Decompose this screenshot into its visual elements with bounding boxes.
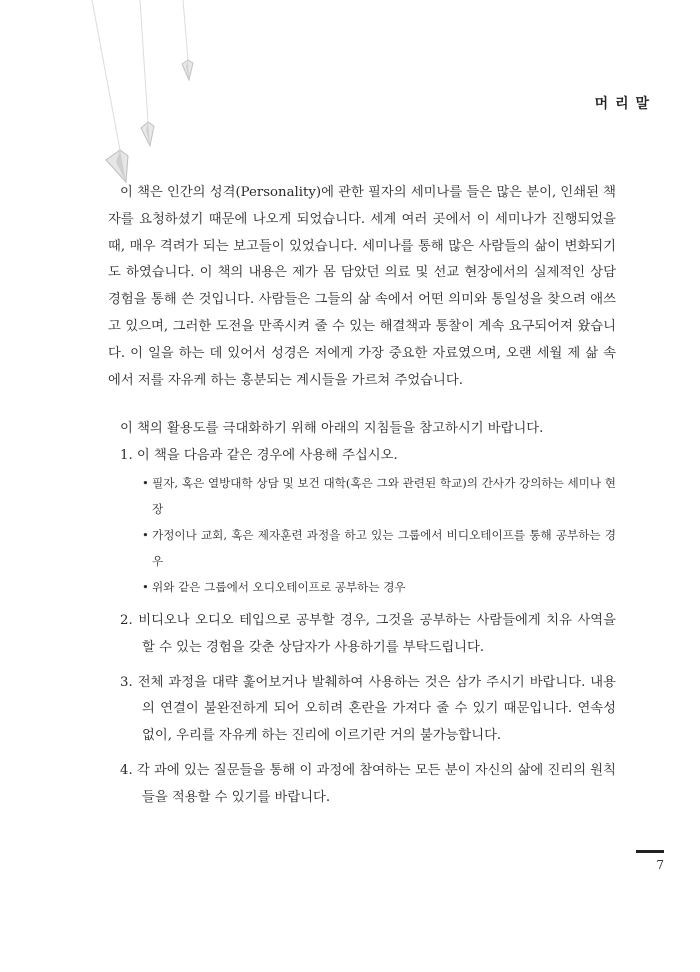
bullet-icon: •	[142, 579, 149, 594]
pendant-icon	[182, 60, 193, 80]
footer-rule	[636, 850, 664, 853]
item-text: 각 과에 있는 질문들을 통해 이 과정에 참여하는 모든 분이 자신의 삶에 진리의 원칙들을 적용할 수 있기를 바랍니다.	[136, 762, 616, 805]
preface-paragraph: 이 책은 인간의 성격(Personality)에 관한 필자의 세미나를 들은 많은 분이, 인쇄된 책자를 요청하셨기 때문에 나오게 되었습니다. 세계 여러 곳에서 이 세미나가 진행되었을 때, 매우 격려가 되는 보고들이 있었습니다. 세미나를 통해 많은 사람들의 삶이 변화되기도 하였습니다. 이 책의 내용은 제가 몸 담았던 의료 및 선교 현장에서의 실제적인 상담 경험을 통해 쓴 것입니다. 사람들은 그들의 삶 속에서 어떤 의미와 통일성을 찾으려 애쓰고 있으며, 그러한 도전을 만족시켜 줄 수 있는 해결책과 통찰이 계속 요구되어져 왔습니다. 이 일을 하는 데 있어서 성경은 저에게 가장 중요한 자료였으며, 오랜 세월 제 삶 속에서 저를 자유케 하는 흥분되는 계시들을 가르쳐 주었습니다.	[108, 185, 617, 388]
item-text: 전체 과정을 대략 훑어보거나 발췌하여 사용하는 것은 삼가 주시기 바랍니다. 내용의 연결이 불완전하게 되어 오히려 혼란을 가져다 줄 수 있기 때문입니다. 연속성 없이, 우리를 자유케 하는 진리에 이르기란 거의 불가능합니다.	[137, 674, 617, 744]
bullet-icon: •	[142, 475, 149, 490]
item-number: 2.	[120, 612, 133, 628]
usage-case-list	[108, 470, 616, 600]
page-number: 7	[656, 858, 664, 872]
item-text: 이 책을 다음과 같은 경우에 사용해 주십시오.	[136, 448, 398, 464]
list-item: • 필자, 혹은 열방대학 상담 및 보건 대학(혹은 그와 관련된 학교)의 간사가 강의하는 세미나 현장	[142, 470, 616, 522]
hanging-pendant-decoration	[0, 0, 230, 200]
item-number: 1.	[120, 448, 133, 464]
guideline-item-1	[108, 443, 616, 470]
item-number: 4.	[120, 762, 133, 778]
bullet-icon: •	[142, 527, 149, 542]
list-item: • 위와 같은 그룹에서 오디오테이프로 공부하는 경우	[142, 574, 616, 600]
page-heading: 머 리 말	[594, 96, 650, 112]
guideline-item-2	[108, 608, 616, 662]
pendant-icon	[141, 122, 154, 146]
item-text: 비디오나 오디오 테입으로 공부할 경우, 그것을 공부하는 사람들에게 치유 사역을 할 수 있는 경험을 갖춘 상담자가 사용하기를 부탁드립니다.	[138, 612, 616, 655]
pendant-icon	[106, 150, 128, 182]
list-item: • 가정이나 교회, 혹은 제자훈련 과정을 하고 있는 그룹에서 비디오테이프를 통해 공부하는 경우	[142, 522, 616, 574]
preface-body	[108, 180, 616, 812]
guidelines-intro: 이 책의 활용도를 극대화하기 위해 아래의 지침들을 참고하시기 바랍니다.	[120, 421, 544, 437]
guideline-item-4	[108, 758, 616, 812]
guideline-item-3	[108, 670, 616, 750]
item-number: 3.	[120, 674, 133, 690]
